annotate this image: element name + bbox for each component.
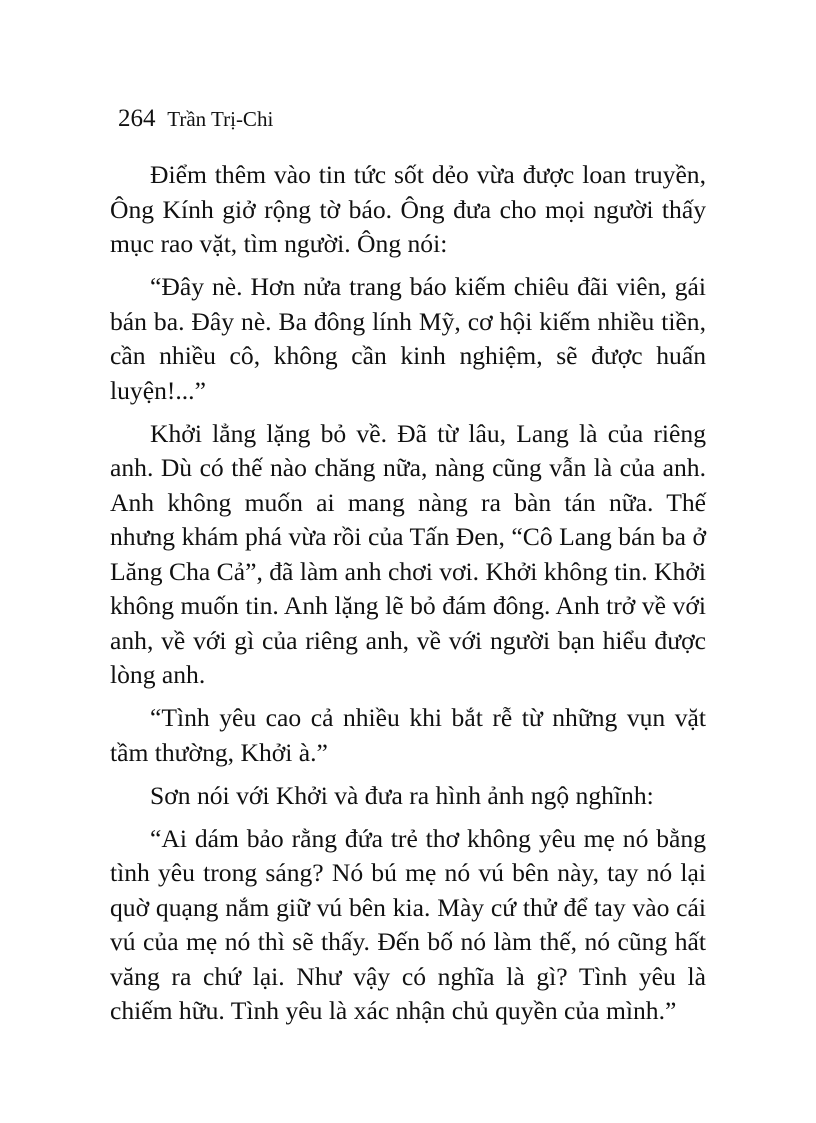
paragraph: Điểm thêm vào tin tức sốt dẻo vừa được loan truyền, Ông Kính giở rộng tờ báo. Ông đưa cho mọi người thấy mục rao vặt, tìm người. Ông nói:	[110, 160, 706, 258]
body-text	[110, 158, 706, 1037]
author-name: Trần Trị-Chi	[167, 107, 274, 131]
paragraph: “Ai dám bảo rằng đứa trẻ thơ không yêu mẹ nó bằng tình yêu trong sáng? Nó bú mẹ nó vú bên này, tay nó lại quờ quạng nắm giữ vú bên kia. Mày cứ thử để tay vào cái vú của mẹ nó thì sẽ thấy. Đến bố nó làm thế, nó cũng hất văng ra chứ lại. Như vậy có nghĩa là gì? Tình yêu là chiếm hữu. Tình yêu là xác nhận chủ quyền của mình.”	[110, 823, 706, 1025]
paragraph: Sơn nói với Khởi và đưa ra hình ảnh ngộ nghĩnh:	[150, 780, 654, 810]
running-head	[118, 104, 273, 134]
paragraph: Khởi lẳng lặng bỏ về. Đã từ lâu, Lang là của riêng anh. Dù có thế nào chăng nữa, nàng cũng vẫn là của anh. Anh không muốn ai mang nàng ra bàn tán nữa. Thế nhưng khám phá vừa rồi của Tấn Đen, “Cô Lang bán ba ở Lăng Cha Cả”, đã làm anh chơi vơi. Khởi không tin. Khởi không muốn tin. Anh lặng lẽ bỏ đám đông. Anh trở về với anh, về với gì của riêng anh, về với người bạn hiểu được lòng anh.	[110, 418, 706, 689]
page-number: 264	[118, 105, 156, 132]
paragraph: “Đây nè. Hơn nửa trang báo kiếm chiêu đãi viên, gái bán ba. Đây nè. Ba đông lính Mỹ, cơ hội kiếm nhiều tiền, cần nhiều cô, không cần kinh nghiệm, sẽ được huấn luyện!...”	[110, 272, 706, 405]
paragraph: “Tình yêu cao cả nhiều khi bắt rễ từ những vụn vặt tầm thường, Khởi à.”	[110, 703, 706, 767]
